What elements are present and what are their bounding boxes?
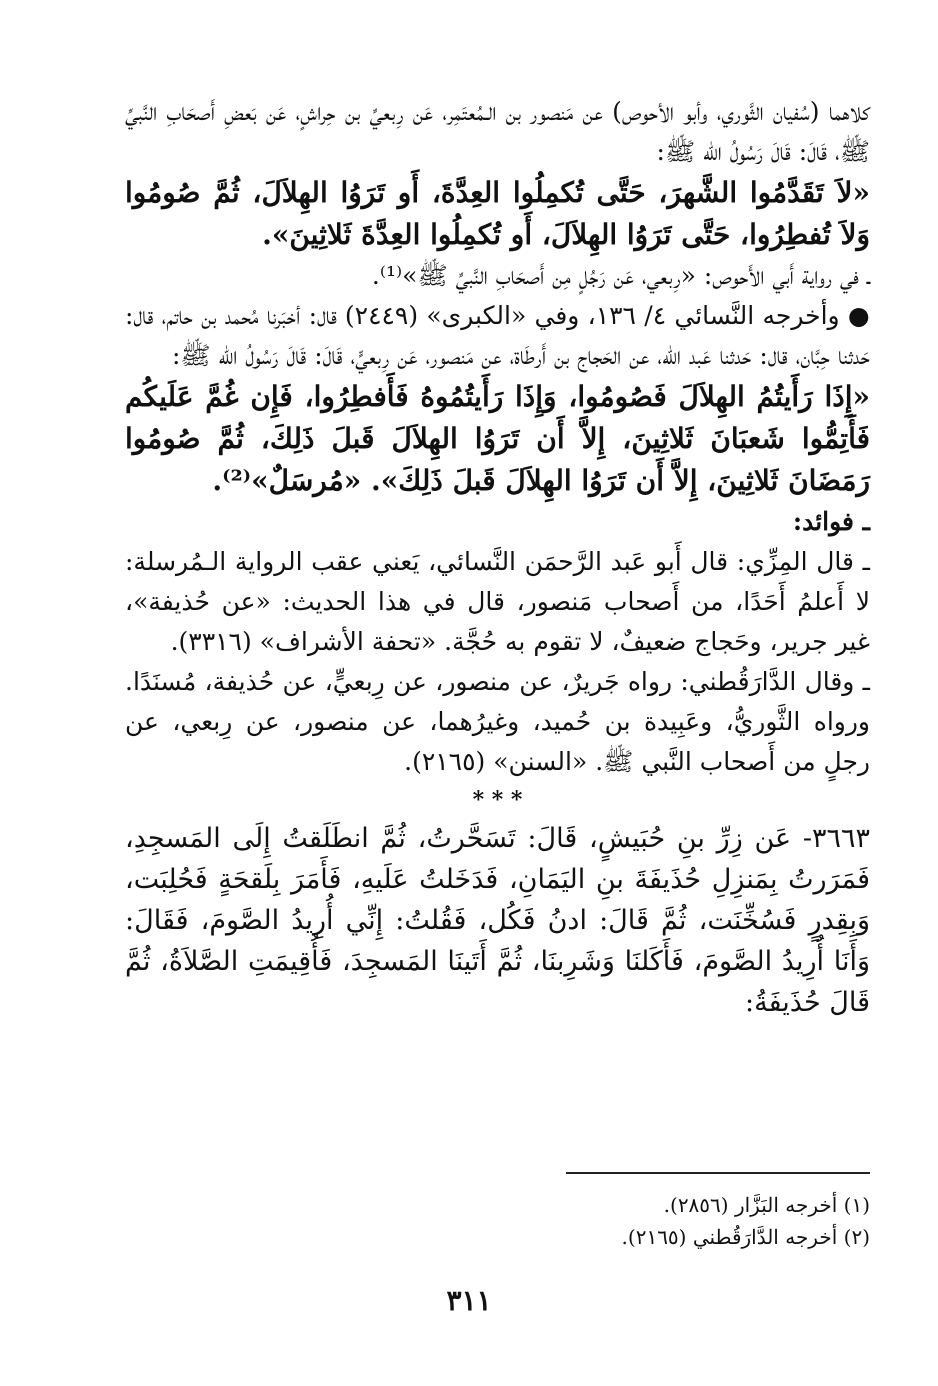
page-number: ٣١١ bbox=[446, 1284, 492, 1317]
footnote-2: (٢) أخرجه الدَّارَقُطني (٢١٦٥). bbox=[621, 1225, 870, 1249]
hadith-text-2: «إِذَا رَأَيتُمُ الهِلاَلَ فَصُومُوا، وَإِذَا رَأَيتُمُوهُ فَأَفطِرُوا، فَإِن غُمَّ عَلَيكُم فَأَتِمُّوا شَعبَانَ ثَلاثِينَ، إِلاَّ أَن تَرَوُا الهِلاَلَ قَبلَ ذَلِكَ، ثُمَّ صُومُوا رَمَضَانَ ثَلاثِينَ، إِلاَّ أَن تَرَوُا الهِلاَلَ قَبلَ ذَلِكَ». «مُرسَلٌ»⁽²⁾. bbox=[125, 380, 870, 497]
footnote-1: (١) أخرجه البَزَّار (٢٨٥٦). bbox=[663, 1193, 870, 1217]
daraqutni-paragraph: ـ وقال الدَّارَقُطني: رواه جَريرٌ، عن منصور، عن رِبعيٍّ، عن حُذيفة، مُسنَدًا. ورواه الثَّوريُّ، وعَبِيدة بن حُميد، وغيرُهما، عن منصور، عن رِبعي، عن رجلٍ من أَصحاب النَّبي ﷺ. «السنن» (٢١٦٥). bbox=[125, 667, 870, 776]
abu-ahwas-note: ـ في رواية أَبي الأَحوص: «رِبعي، عَن رَجُلٍ مِن أَصحَابِ النَّبيِّ ﷺ»⁽¹⁾. bbox=[371, 261, 870, 290]
nasai-paragraph: ● وأخرجه النَّسائي ٤/ ١٣٦، وفي «الكبرى» (٢٤٤٩) قال: أخبَرنا مُحمد بن حاتم، قال: حَدثنا حِبَّان، قال: حَدثنا عَبد الله، عن الحَجاج بن أَرطَاة، عن مَنصور، عَن رِبعيٍّ، قَالَ: قَالَ رَسُولُ الله ﷺ: bbox=[125, 301, 870, 370]
mizzi-paragraph: ـ قال المِزِّي: قال أَبو عَبد الرَّحمَن النَّسائي، يَعني عقب الرواية الـمُرسلة: لا أَعلمُ أَحَدًا، من أَصحاب مَنصور، قال في هذا الحديث: «عن حُذيفة»، غير جرير، وحَجاج ضعيفٌ، لا تقوم به حُجَّة. «تحفة الأشراف» (٣٣١٦). bbox=[125, 547, 870, 656]
intro-paragraph: كلاهما (سُفيان الثَّوري، وأبو الأحوص) عن مَنصور بن الـمُعتَمِر، عَن رِبعيِّ بن حِراشٍ، عَن بَعضِ أَصحَابِ النَّبيِّ ﷺ، قَالَ: قَالَ رَسُولُ الله ﷺ: bbox=[125, 97, 870, 166]
hadith-text-1: «لاَ تَقَدَّمُوا الشَّهرَ، حَتَّى تُكمِلُوا العِدَّةَ، أَو تَرَوُا الهِلاَلَ، ثُمَّ صُومُوا وَلاَ تُفطِرُوا، حَتَّى تَرَوُا الهِلاَلَ، أَو تُكمِلُوا العِدَّةَ ثَلاثِينَ». bbox=[125, 176, 870, 251]
page-body bbox=[125, 92, 870, 1023]
section-separator: * * * bbox=[472, 787, 523, 813]
hadith-3663: ٣٦٦٣- عَن زِرِّ بنِ حُبَيشٍ، قَالَ: تَسَحَّرتُ، ثُمَّ انطَلَقتُ إِلَى المَسجِدِ، فَمَرَرتُ بِمَنزِلِ حُذَيفَةَ بنِ اليَمَانِ، فَدَخَلتُ عَلَيهِ، فَأَمَرَ بِلَقحَةٍ فَحُلِبَت، وَبِقِدرٍ فَسُخِّنَت، ثُمَّ قَالَ: ادنُ فَكُل، فَقُلتُ: إِنِّي أُرِيدُ الصَّومَ، فَقَالَ: وَأَنَا أُرِيدُ الصَّومَ، فَأَكَلنَا وَشَرِبنَا، ثُمَّ أَتَينَا المَسجِدَ، فَأُقِيمَتِ الصَّلاَةُ، ثُمَّ قَالَ حُذَيفَةُ: bbox=[125, 823, 870, 1018]
benefits-heading: ـ فوائد: bbox=[792, 507, 870, 536]
footnote-divider bbox=[566, 1172, 870, 1174]
